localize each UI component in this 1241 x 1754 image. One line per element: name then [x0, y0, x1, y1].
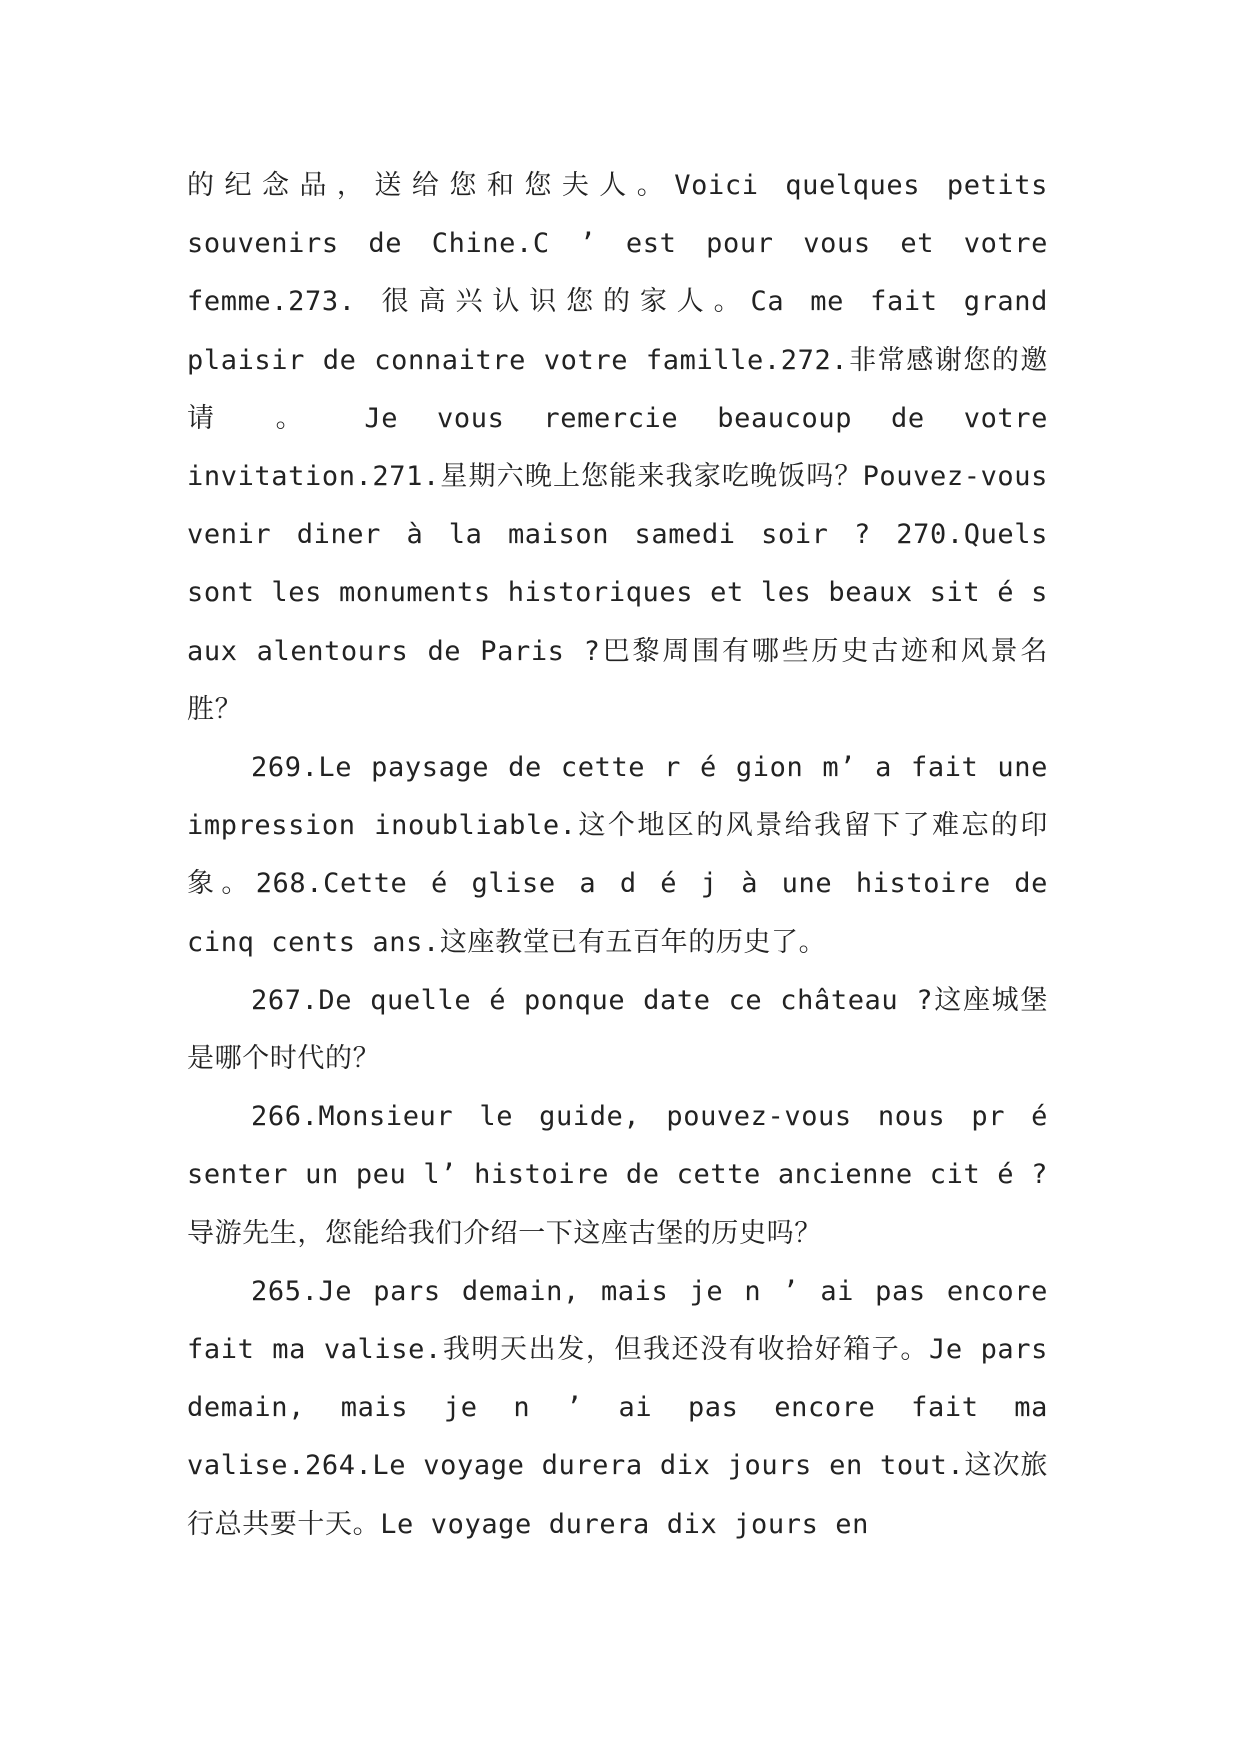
paragraph-4: 266.Monsieur le guide, pouvez-vous nous pr é senter un peu l’ histoire de cette ancienne cit é ? 导游先生，您能给我们介绍一下这座古堡的历史吗？ [187, 1101, 1048, 1249]
paragraph-2: 269.Le paysage de cette r é gion m’ a fait une impression inoubliable.这个地区的风景给我留下了难忘的印象。268.Cette é glise a d é j à une histoire de cinq cents ans.这座教堂已有五百年的历史了。 [187, 752, 1048, 958]
paragraph-3: 267.De quelle é ponque date ce château ?这座城堡是哪个时代的？ [187, 984, 1048, 1075]
paragraph-5: 265.Je pars demain, mais je n ’ ai pas encore fait ma valise.我明天出发，但我还没有收拾好箱子。Je pars demain, mais je n ’ ai pas encore fait ma valise.264.Le voyage durera dix jours en tout.这次旅行总共要十天。Le voyage durera dix jours en [187, 1275, 1048, 1540]
paragraph-1: 的纪念品，送给您和您夫人。Voici quelques petits souvenirs de Chine.C ’ est pour vous et votre femme.273. 很高兴认识您的家人。Ca me fait grand plaisir de connaitre votre famille.272.非常感谢您的邀 请 。 Je vous remercie beaucoup de votre invitation.271.星期六晚上您能来我家吃晚饭吗？Pouvez-vous venir diner à la maison samedi soir ? 270.Quels sont les monuments historiques et les beaux sit é s aux alentours de Paris ?巴黎周围有哪些历史古迹和风景名胜？ [187, 170, 1048, 725]
document-body [187, 157, 1048, 1554]
